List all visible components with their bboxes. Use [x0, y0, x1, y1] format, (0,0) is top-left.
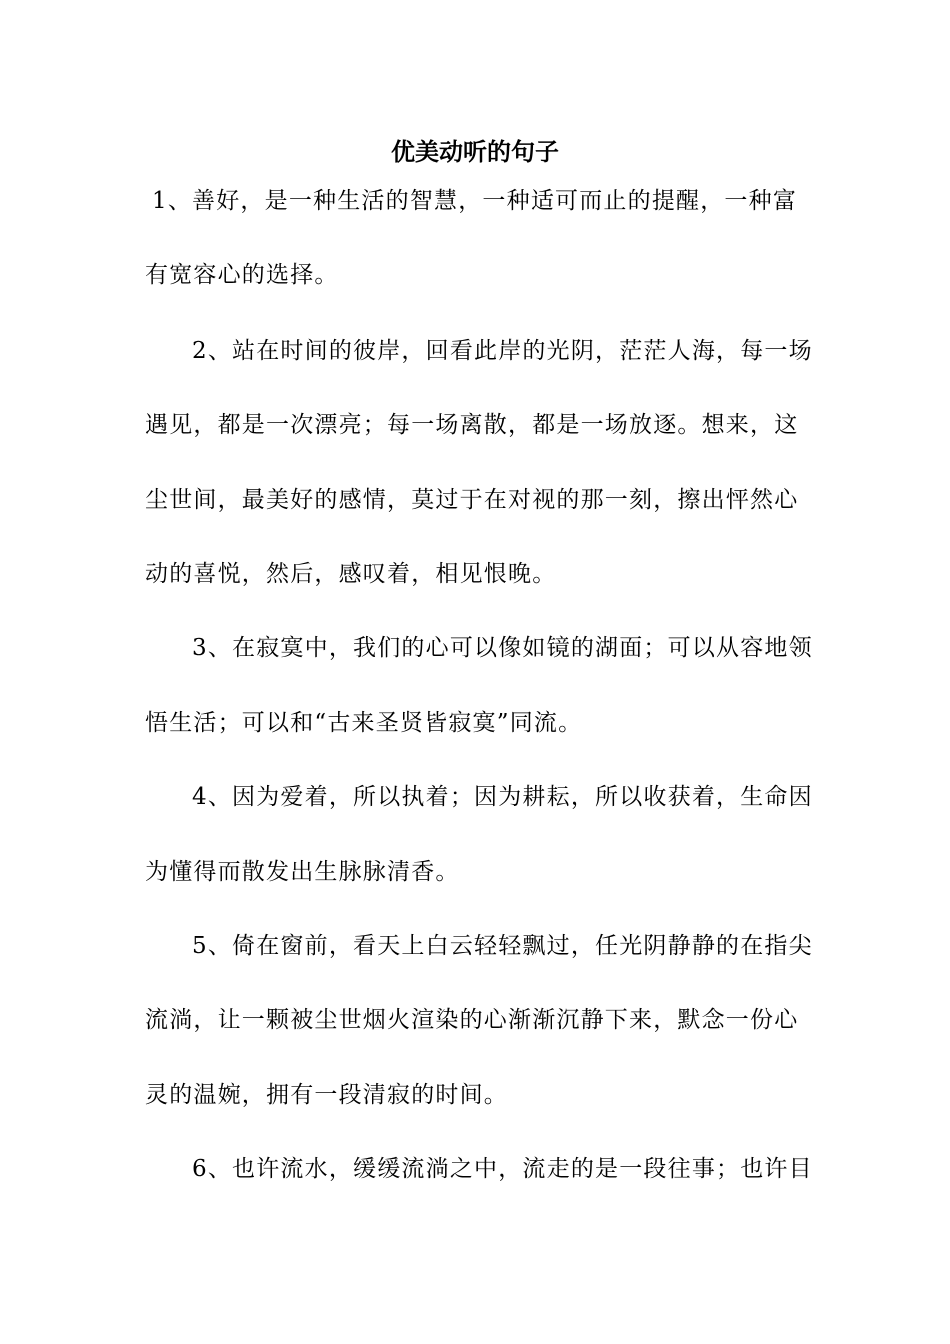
text-line: 4、因为爱着，所以执着；因为耕耘，所以收获着，生命因 — [192, 784, 813, 810]
text-line: 流淌，让一颗被尘世烟火渲染的心渐渐沉静下来，默念一份心 — [145, 1007, 799, 1033]
text-line: 2、站在时间的彼岸，回看此岸的光阴，茫茫人海，每一场 — [192, 338, 813, 364]
text-line: 1、善好，是一种生活的智慧，一种适可而止的提醒，一种富 — [152, 188, 798, 214]
text-line: 有宽容心的选择。 — [145, 262, 339, 288]
text-line: 6、也许流水，缓缓流淌之中，流走的是一段往事；也许目 — [192, 1156, 813, 1182]
text-line: 为懂得而散发出生脉脉清香。 — [145, 859, 460, 885]
text-line: 遇见，都是一次漂亮；每一场离散，都是一场放逐。想来，这 — [145, 412, 799, 438]
text-line: 5、倚在窗前，看天上白云轻轻飘过，任光阴静静的在指尖 — [192, 933, 813, 959]
text-line: 悟生活；可以和“古来圣贤皆寂寞”同流。 — [145, 710, 583, 736]
text-line: 灵的温婉，拥有一段清寂的时间。 — [145, 1082, 508, 1108]
text-line: 尘世间，最美好的感情，莫过于在对视的那一刻，擦出怦然心 — [145, 487, 799, 513]
document-title: 优美动听的句子 — [391, 137, 559, 166]
text-line: 3、在寂寞中，我们的心可以像如镜的湖面；可以从容地领 — [192, 635, 813, 661]
text-line: 动的喜悦，然后，感叹着，相见恨晚。 — [145, 561, 557, 587]
